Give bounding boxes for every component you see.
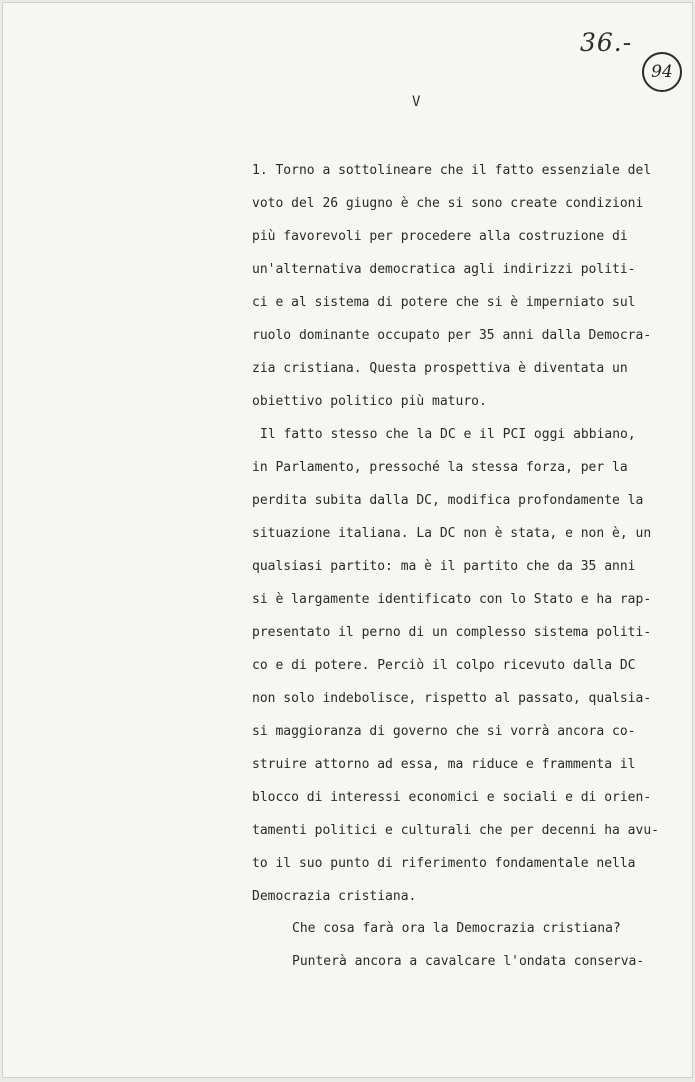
text-line: tamenti politici e culturali che per decenni ha avu- (252, 823, 659, 838)
text-line: perdita subita dalla DC, modifica profondamente la (252, 493, 644, 508)
text-line: Democrazia cristiana. (252, 889, 417, 904)
text-line: Il fatto stesso che la DC e il PCI oggi abbiano, (260, 427, 636, 442)
text-line: presentato il perno di un complesso sistema politi- (252, 625, 652, 640)
text-line: Punterà ancora a cavalcare l'ondata conserva- (292, 954, 645, 969)
text-line: struire attorno ad essa, ma riduce e frammenta il (252, 757, 636, 772)
text-line: non solo indebolisce, rispetto al passato, qualsia- (252, 691, 652, 706)
circled-archive-number: 94 (642, 52, 682, 92)
text-line: ruolo dominante occupato per 35 anni dalla Democra- (252, 328, 652, 343)
text-line: zia cristiana. Questa prospettiva è diventata un (252, 361, 628, 376)
text-line: co e di potere. Perciò il colpo ricevuto dalla DC (252, 658, 636, 673)
text-line: situazione italiana. La DC non è stata, e non è, un (252, 526, 652, 541)
text-line: voto del 26 giugno è che si sono create condizioni (252, 196, 644, 211)
text-line: 1. Torno a sottolineare che il fatto essenziale del (252, 163, 652, 178)
text-line: si maggioranza di governo che si vorrà ancora co- (252, 724, 636, 739)
text-line: ci e al sistema di potere che si è imperniato sul (252, 295, 636, 310)
text-line: più favorevoli per procedere alla costruzione di (252, 229, 628, 244)
chapter-heading: V (412, 94, 421, 110)
text-line: obiettivo politico più maturo. (252, 394, 487, 409)
text-line: blocco di interessi economici e sociali e di orien- (252, 790, 652, 805)
handwritten-page-number: 36.- (580, 28, 633, 57)
document-page (2, 2, 693, 1078)
text-line: un'alternativa democratica agli indirizzi politi- (252, 262, 636, 277)
text-line: qualsiasi partito: ma è il partito che da 35 anni (252, 559, 636, 574)
text-line: si è largamente identificato con lo Stato e ha rap- (252, 592, 652, 607)
text-line: Che cosa farà ora la Democrazia cristiana? (292, 921, 621, 936)
text-line: to il suo punto di riferimento fondamentale nella (252, 856, 636, 871)
text-line: in Parlamento, pressoché la stessa forza, per la (252, 460, 628, 475)
